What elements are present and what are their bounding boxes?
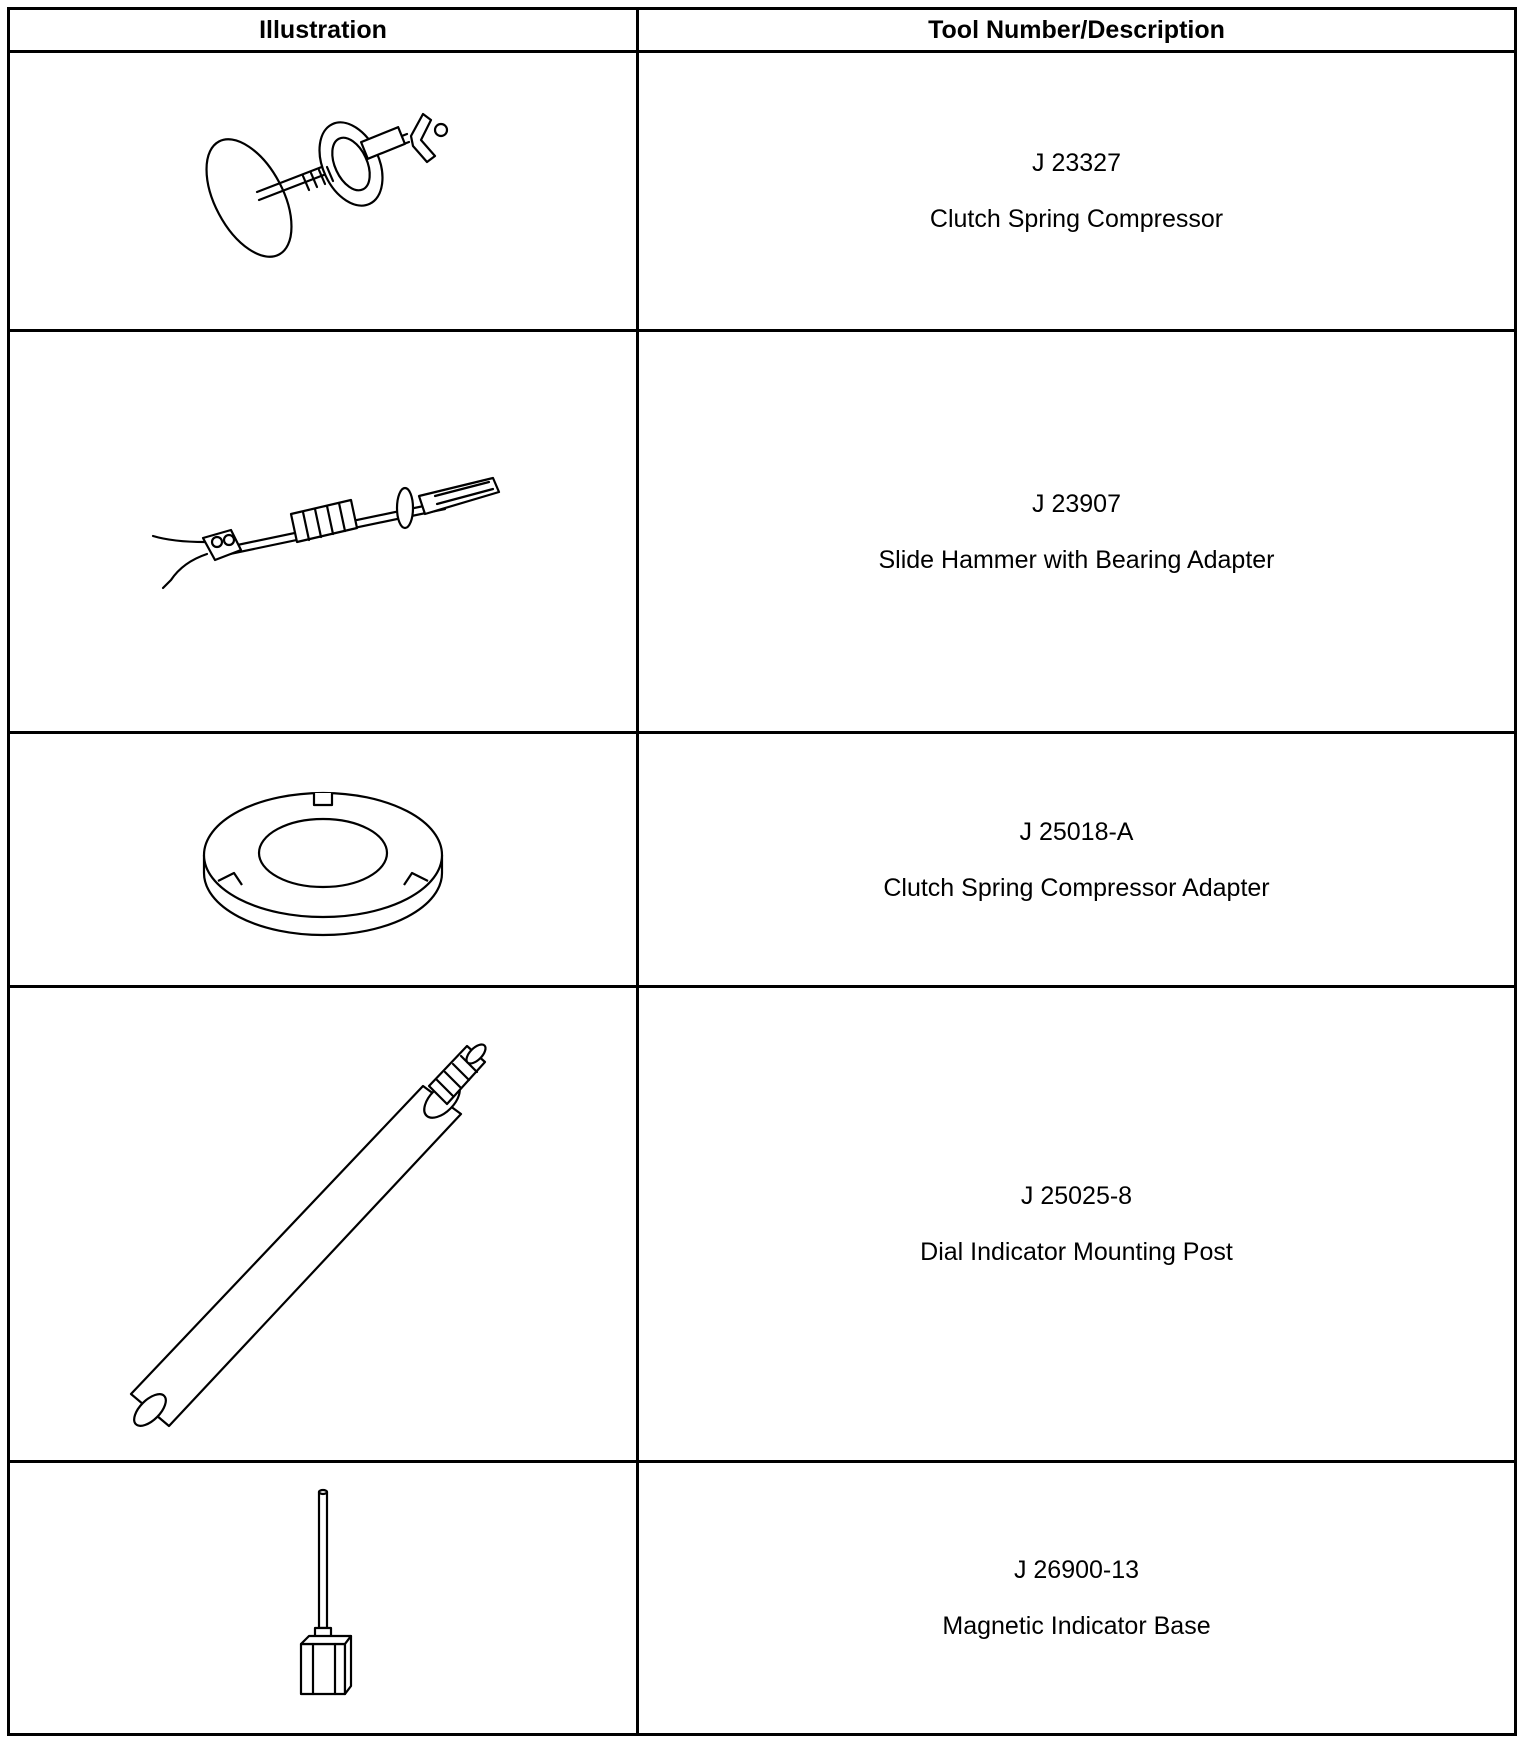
description-cell [638,987,1516,1462]
header-tool-description: Tool Number/Description [638,9,1516,52]
description-cell [638,331,1516,733]
tool-number: J 25025-8 [1020,1182,1133,1210]
illustration-cell [9,1462,638,1735]
tool-name: Magnetic Indicator Base [942,1612,1211,1640]
description-cell [638,1462,1516,1735]
illustration-cell [9,52,638,331]
table-row [9,1462,1516,1735]
clutch-spring-compressor-icon [193,106,453,276]
tool-number: J 25018-A [1019,817,1134,846]
magnetic-base-icon [283,1488,363,1708]
special-tools-table [7,7,1517,1736]
description-cell [638,733,1516,987]
slide-hammer-icon [143,462,503,602]
mounting-post-icon [123,1014,523,1434]
table-row [9,733,1516,987]
table-header-row [9,9,1516,52]
illustration-cell [9,733,638,987]
tool-number: J 23327 [1032,149,1121,177]
compressor-adapter-ring-icon [198,775,448,945]
header-illustration: Illustration [9,9,638,52]
table-row [9,331,1516,733]
table-row [9,52,1516,331]
tool-name: Clutch Spring Compressor Adapter [883,873,1270,902]
illustration-cell [9,987,638,1462]
table-row [9,987,1516,1462]
tool-number: J 26900-13 [1013,1556,1140,1584]
tool-number: J 23907 [1032,489,1121,518]
tool-name: Clutch Spring Compressor [929,205,1224,233]
description-cell [638,52,1516,331]
tool-name: Dial Indicator Mounting Post [920,1238,1233,1266]
tool-name: Slide Hammer with Bearing Adapter [878,545,1275,574]
illustration-cell [9,331,638,733]
